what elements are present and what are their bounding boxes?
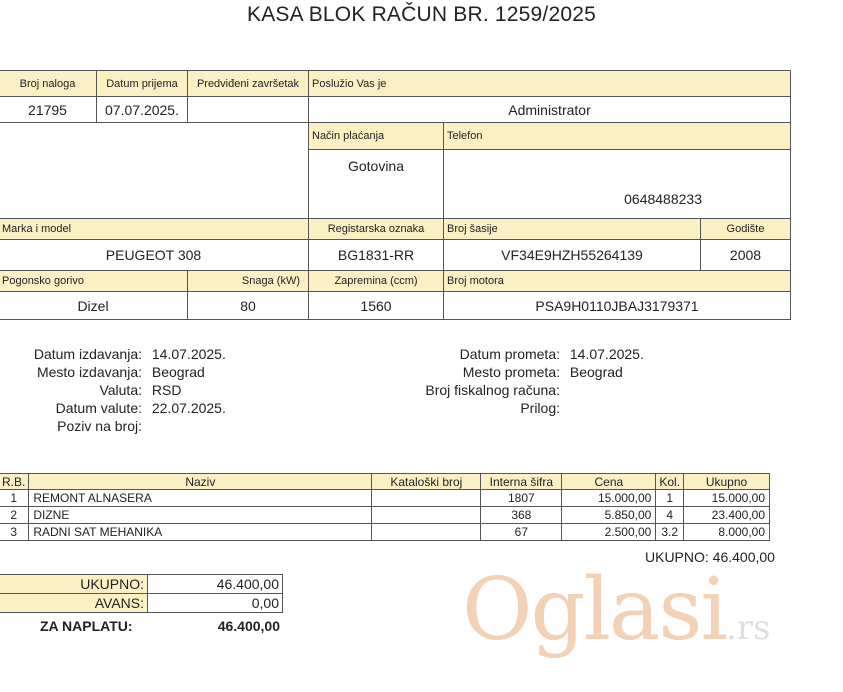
cell-interna-sifra: 67	[481, 524, 562, 541]
snaga-value: 80	[187, 291, 309, 320]
header-nacin-placanja: Način plaćanja	[308, 122, 444, 150]
cell-kataloski	[372, 507, 481, 524]
table-row	[0, 490, 770, 507]
label-datum-izdavanja: Datum izdavanja:	[33, 346, 142, 362]
zapremina-value: 1560	[308, 291, 444, 320]
table-row	[0, 524, 770, 541]
broj-naloga-value: 21795	[0, 96, 97, 123]
header-pogonsko-gorivo: Pogonsko gorivo	[0, 270, 188, 292]
cell-kataloski	[372, 524, 481, 541]
cell-interna-sifra: 1807	[481, 490, 562, 507]
header-telefon: Telefon	[443, 122, 791, 150]
nacin-placanja-value	[308, 149, 444, 219]
col-kataloski-broj: Kataloški broj	[372, 474, 481, 490]
col-ukupno: Ukupno	[684, 474, 770, 490]
cell-kol: 4	[656, 507, 684, 524]
registarska-value: BG1831-RR	[308, 239, 444, 271]
value-datum-valute: 22.07.2025.	[151, 400, 226, 416]
header-broj-naloga: Broj naloga	[0, 70, 97, 97]
customer-area	[0, 122, 309, 219]
cell-kol: 1	[656, 490, 684, 507]
cell-kataloski	[372, 490, 481, 507]
col-naziv: Naziv	[29, 474, 372, 490]
label-datum-prometa: Datum prometa:	[459, 346, 560, 362]
datum-prijema-value: 07.07.2025.	[96, 96, 188, 123]
header-broj-sasije: Broj šasije	[443, 218, 701, 240]
posluzio-value: Administrator	[308, 96, 791, 123]
header-godiste: Godište	[700, 218, 791, 240]
telefon-value	[443, 149, 791, 219]
cell-rb: 1	[0, 490, 29, 507]
label-prilog: Prilog:	[520, 400, 560, 416]
godiste-value: 2008	[700, 239, 791, 271]
cell-cena: 15.000,00	[562, 490, 656, 507]
marka-value: PEUGEOT 308	[0, 239, 309, 271]
cell-cena: 5.850,00	[562, 507, 656, 524]
summary-naplata-value: 46.400,00	[217, 618, 280, 634]
summary-ukupno-value: 46.400,00	[147, 574, 283, 594]
cell-kol: 3.2	[656, 524, 684, 541]
col-cena: Cena	[562, 474, 656, 490]
header-marka-model: Marka i model	[0, 218, 309, 240]
label-mesto-izdavanja: Mesto izdavanja:	[36, 364, 142, 380]
cell-ukupno: 8.000,00	[684, 524, 770, 541]
document-title: KASA BLOK RAČUN BR. 1259/2025	[247, 3, 596, 26]
label-fiskalni-racun: Broj fiskalnog računa:	[425, 382, 560, 398]
value-valuta: RSD	[151, 382, 182, 398]
label-datum-valute: Datum valute:	[55, 400, 142, 416]
cell-naziv: RADNI SAT MEHANIKA	[29, 524, 372, 541]
gorivo-value: Dizel	[0, 291, 188, 320]
value-mesto-izdavanja: Beograd	[151, 364, 205, 380]
motor-value: PSA9H0110JBAJ3179371	[443, 291, 791, 320]
header-snaga: Snaga (kW)	[187, 270, 309, 292]
items-total: UKUPNO: 46.400,00	[645, 549, 775, 565]
cell-naziv: REMONT ALNASERA	[29, 490, 372, 507]
nacin-placanja-text: Gotovina	[347, 158, 405, 174]
value-datum-izdavanja: 14.07.2025.	[151, 346, 226, 362]
header-broj-motora: Broj motora	[443, 270, 791, 292]
summary-avans-label: AVANS:	[0, 593, 148, 613]
summary-ukupno-label: UKUPNO:	[0, 574, 148, 594]
header-datum-prijema: Datum prijema	[96, 70, 188, 97]
col-rb: R.B.	[0, 474, 29, 490]
label-poziv-na-broj: Poziv na broj:	[57, 418, 142, 434]
label-mesto-prometa: Mesto prometa:	[462, 364, 560, 380]
oglasi-watermark-logo	[462, 560, 771, 660]
telefon-text: 0648488233	[624, 191, 702, 207]
label-valuta: Valuta:	[99, 382, 142, 398]
cell-rb: 3	[0, 524, 29, 541]
watermark-tld: .rs	[725, 608, 771, 648]
cell-interna-sifra: 368	[481, 507, 562, 524]
watermark-brand: Oglasi	[462, 560, 726, 660]
header-zapremina: Zapremina (ccm)	[308, 270, 444, 292]
header-posluzio: Poslužio Vas je	[308, 70, 791, 97]
col-interna-sifra: Interna šifra	[481, 474, 562, 490]
value-mesto-prometa: Beograd	[569, 364, 623, 380]
items-header-row	[0, 474, 770, 490]
issue-info	[20, 345, 226, 435]
items-table	[0, 473, 770, 541]
header-predvideni-zavrsetak: Predviđeni završetak	[187, 70, 309, 97]
cell-ukupno: 15.000,00	[684, 490, 770, 507]
cell-naziv: DIZNE	[29, 507, 372, 524]
cell-cena: 2.500,00	[562, 524, 656, 541]
table-row	[0, 507, 770, 524]
header-registarska: Registarska oznaka	[308, 218, 444, 240]
cell-rb: 2	[0, 507, 29, 524]
summary-naplata-label: ZA NAPLATU:	[40, 618, 133, 634]
value-datum-prometa: 14.07.2025.	[569, 346, 644, 362]
cell-ukupno: 23.400,00	[684, 507, 770, 524]
summary-avans-value: 0,00	[147, 593, 283, 613]
col-kol: Kol.	[656, 474, 684, 490]
predvideni-value	[187, 96, 309, 123]
turnover-info	[400, 345, 644, 417]
sasija-value: VF34E9HZH55264139	[443, 239, 701, 271]
